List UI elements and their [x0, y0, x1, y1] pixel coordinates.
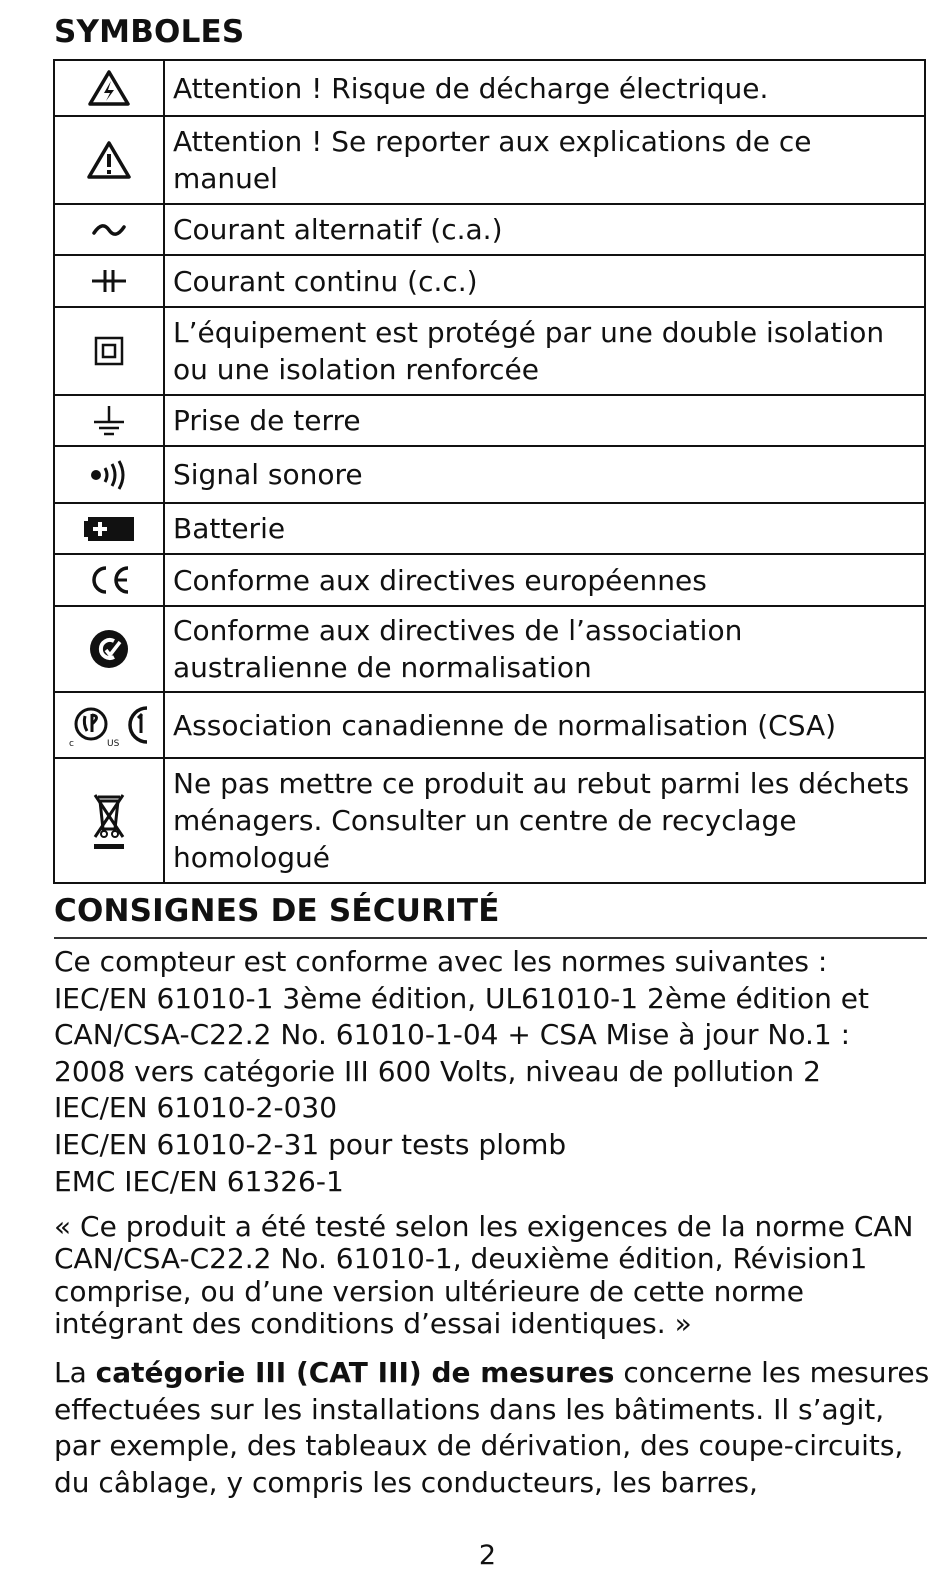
- double-insulation-icon: [54, 307, 164, 395]
- category-term: catégorie III (CAT III) de mesures: [95, 1356, 615, 1389]
- table-row: [54, 446, 925, 503]
- symbol-description: Conforme aux directives de l’association australienne de normalisation: [164, 606, 925, 692]
- weee-bin-icon: [54, 758, 164, 883]
- standards-line: IEC/EN 61010-1 3ème édition, UL61010-1 2ème édition et: [54, 981, 869, 1015]
- standards-line: Ce compteur est conforme avec les normes suivantes :: [54, 945, 828, 978]
- symbol-description: Attention ! Risque de décharge électrique.: [164, 60, 925, 116]
- table-row: [54, 255, 925, 307]
- category-paragraph: [54, 1355, 934, 1501]
- battery-icon: [54, 503, 164, 554]
- table-row: [54, 606, 925, 692]
- standards-line: CAN/CSA-C22.2 No. 61010-1-04 + CSA Mise à jour No.1 :: [54, 1018, 851, 1052]
- symbol-description: Ne pas mettre ce produit au rebut parmi les déchets ménagers. Consulter un centre de recyclage homologué: [164, 758, 925, 883]
- symbols-heading: SYMBOLES: [54, 14, 245, 50]
- svg-text:US: US: [107, 739, 120, 749]
- category-prefix: La: [54, 1356, 96, 1389]
- dc-current-icon: [54, 255, 164, 307]
- table-row: [54, 307, 925, 395]
- caution-warning-icon: [54, 116, 164, 204]
- symbol-description: Courant continu (c.c.): [164, 255, 925, 307]
- page-number: 2: [478, 1540, 497, 1571]
- heading-divider: [54, 937, 927, 939]
- table-row: [54, 60, 925, 116]
- symbol-description: Attention ! Se reporter aux explications de ce manuel: [164, 116, 925, 204]
- ground-icon: [54, 395, 164, 446]
- symbol-description: Association canadienne de normalisation (CSA): [164, 692, 925, 758]
- symbol-description: L’équipement est protégé par une double isolation ou une isolation renforcée: [164, 307, 925, 395]
- symbols-table: [53, 59, 926, 884]
- standards-line: IEC/EN 61010-2-030: [54, 1091, 338, 1125]
- standards-line: 2008 vers catégorie III 600 Volts, niveau de pollution 2: [54, 1054, 821, 1088]
- symbol-description: Courant alternatif (c.a.): [164, 204, 925, 255]
- svg-text:c: c: [69, 739, 74, 749]
- csa-mark-icon: [54, 692, 164, 758]
- table-row: [54, 692, 925, 758]
- symbol-description: Signal sonore: [164, 446, 925, 503]
- c-tick-icon: [54, 606, 164, 692]
- safety-heading: CONSIGNES DE SÉCURITÉ: [54, 893, 500, 929]
- category-text: concerne les mesures effectuées sur les installations dans les bâtiments. Il s’agit, par exemple, des tableaux de dérivation, des coupe-circuits, du câblage, y compris les conducteurs, les barres,: [54, 1356, 930, 1499]
- standards-line: EMC IEC/EN 61326-1: [54, 1164, 344, 1198]
- standards-paragraph: [54, 944, 934, 1200]
- ac-current-icon: [54, 204, 164, 255]
- table-row: [54, 204, 925, 255]
- ce-mark-icon: [54, 554, 164, 606]
- symbol-description: Batterie: [164, 503, 925, 554]
- beeper-icon: [54, 446, 164, 503]
- table-row: [54, 554, 925, 606]
- symbol-description: Prise de terre: [164, 395, 925, 446]
- symbol-description: Conforme aux directives européennes: [164, 554, 925, 606]
- table-row: [54, 758, 925, 883]
- electric-shock-warning-icon: [54, 60, 164, 116]
- csa-quote-paragraph: « Ce produit a été testé selon les exigences de la norme CAN CAN/CSA-C22.2 No. 61010-1, deuxième édition, Révision1 comprise, ou d’une version ultérieure de cette norme intégrant des conditions d’essai identiques. »: [54, 1210, 914, 1341]
- standards-line: IEC/EN 61010-2-31 pour tests plomb: [54, 1127, 567, 1161]
- table-row: [54, 116, 925, 204]
- table-row: [54, 503, 925, 554]
- table-row: [54, 395, 925, 446]
